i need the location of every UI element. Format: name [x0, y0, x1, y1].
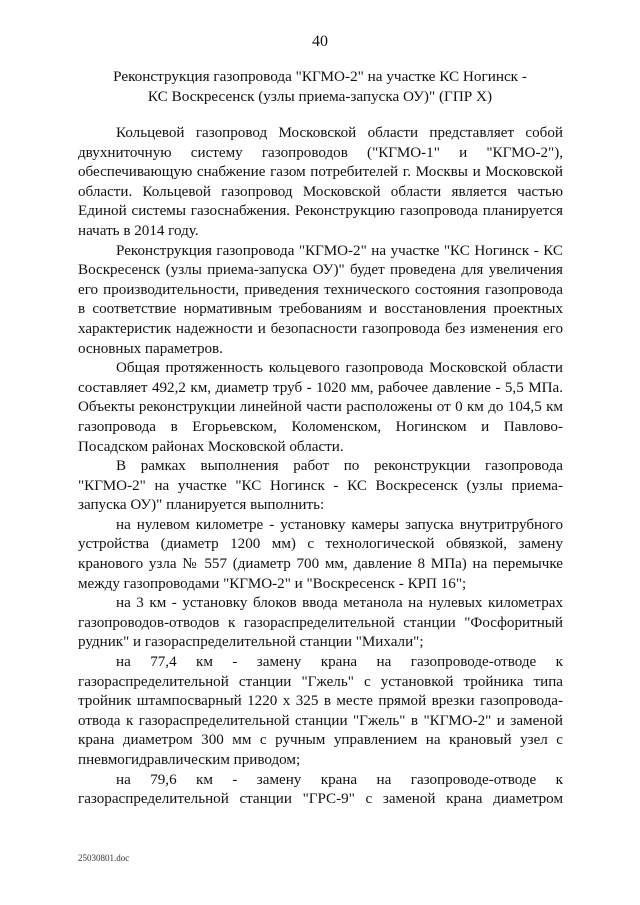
- document-title: [90, 67, 550, 107]
- paragraph: на 79,6 км - замену крана на газопроводе-отводе к газораспределительной станции "ГРС-9" с заменой крана диаметром: [78, 771, 563, 808]
- paragraph: на 77,4 км - замену крана на газопроводе-отводе к газораспределительной станции "Гжель" с установкой тройника типа тройник штампосварный 1220 х 325 в месте прямой врезки газопровода-отвода к газораспределительной станции "Гжель" в "КГМО-2" и заменой крана диаметром 300 мм с ручным управлением на крановый узел с пневмогидравлическим приводом;: [78, 654, 563, 768]
- paragraph: Общая протяженность кольцевого газопровода Московской области составляет 492,2 км, диаметр труб - 1020 мм, рабочее давление - 5,5 МПа. Объекты реконструкции линейной части расположены от 0 км до 104,5 км газопровода в Егорьевском, Коломенском, Ногинском и Павлово-Посадском районах Московской области.: [78, 360, 563, 455]
- title-line-2: КС Воскресенск (узлы приема-запуска ОУ)" (ГПР Х): [147, 88, 493, 105]
- paragraph: В рамках выполнения работ по реконструкции газопровода "КГМО-2" на участке "КС Ногинск - КС Воскресенск (узлы приема-запуска ОУ)" планируется выполнить:: [78, 458, 563, 514]
- paragraph: на 3 км - установку блоков ввода метанола на нулевых километрах газопроводов-отводов к газораспределительной станции "Фосфоритный рудник" и газораспределительной станции "Михали";: [78, 595, 563, 651]
- paragraph: на нулевом километре - установку камеры запуска внутритрубного устройства (диаметр 1200 мм) с технологической обвязкой, замену кранового узла № 557 (диаметр 700 мм, давление 8 МПа) на перемычке между газопроводами "КГМО-2" и "Воскресенск - КРП 16";: [78, 516, 563, 592]
- document-body: [78, 124, 563, 810]
- paragraph: Кольцевой газопровод Московской области представляет собой двухниточную систему газопроводов ("КГМО-1" и "КГМО-2"), обеспечивающую снабжение газом потребителей г. Москвы и Московской области. Кольцевой газопровод Московской области является частью Единой системы газоснабжения. Реконструкцию газопровода планируется начать в 2014 году.: [78, 125, 563, 239]
- page-number: 40: [312, 33, 328, 50]
- footer-file-code: 25030801.doc: [78, 853, 130, 863]
- title-line-1: Реконструкция газопровода "КГМО-2" на участке КС Ногинск -: [113, 68, 527, 85]
- paragraph: Реконструкция газопровода "КГМО-2" на участке "КС Ногинск - КС Воскресенск (узлы приема-запуска ОУ)" будет проведена для увеличения его производительности, приведения технического состояния газопровода в соответствие нормативным требованиям и восстановления проектных характеристик надежности и безопасности газопровода без изменения его основных параметров.: [78, 242, 563, 357]
